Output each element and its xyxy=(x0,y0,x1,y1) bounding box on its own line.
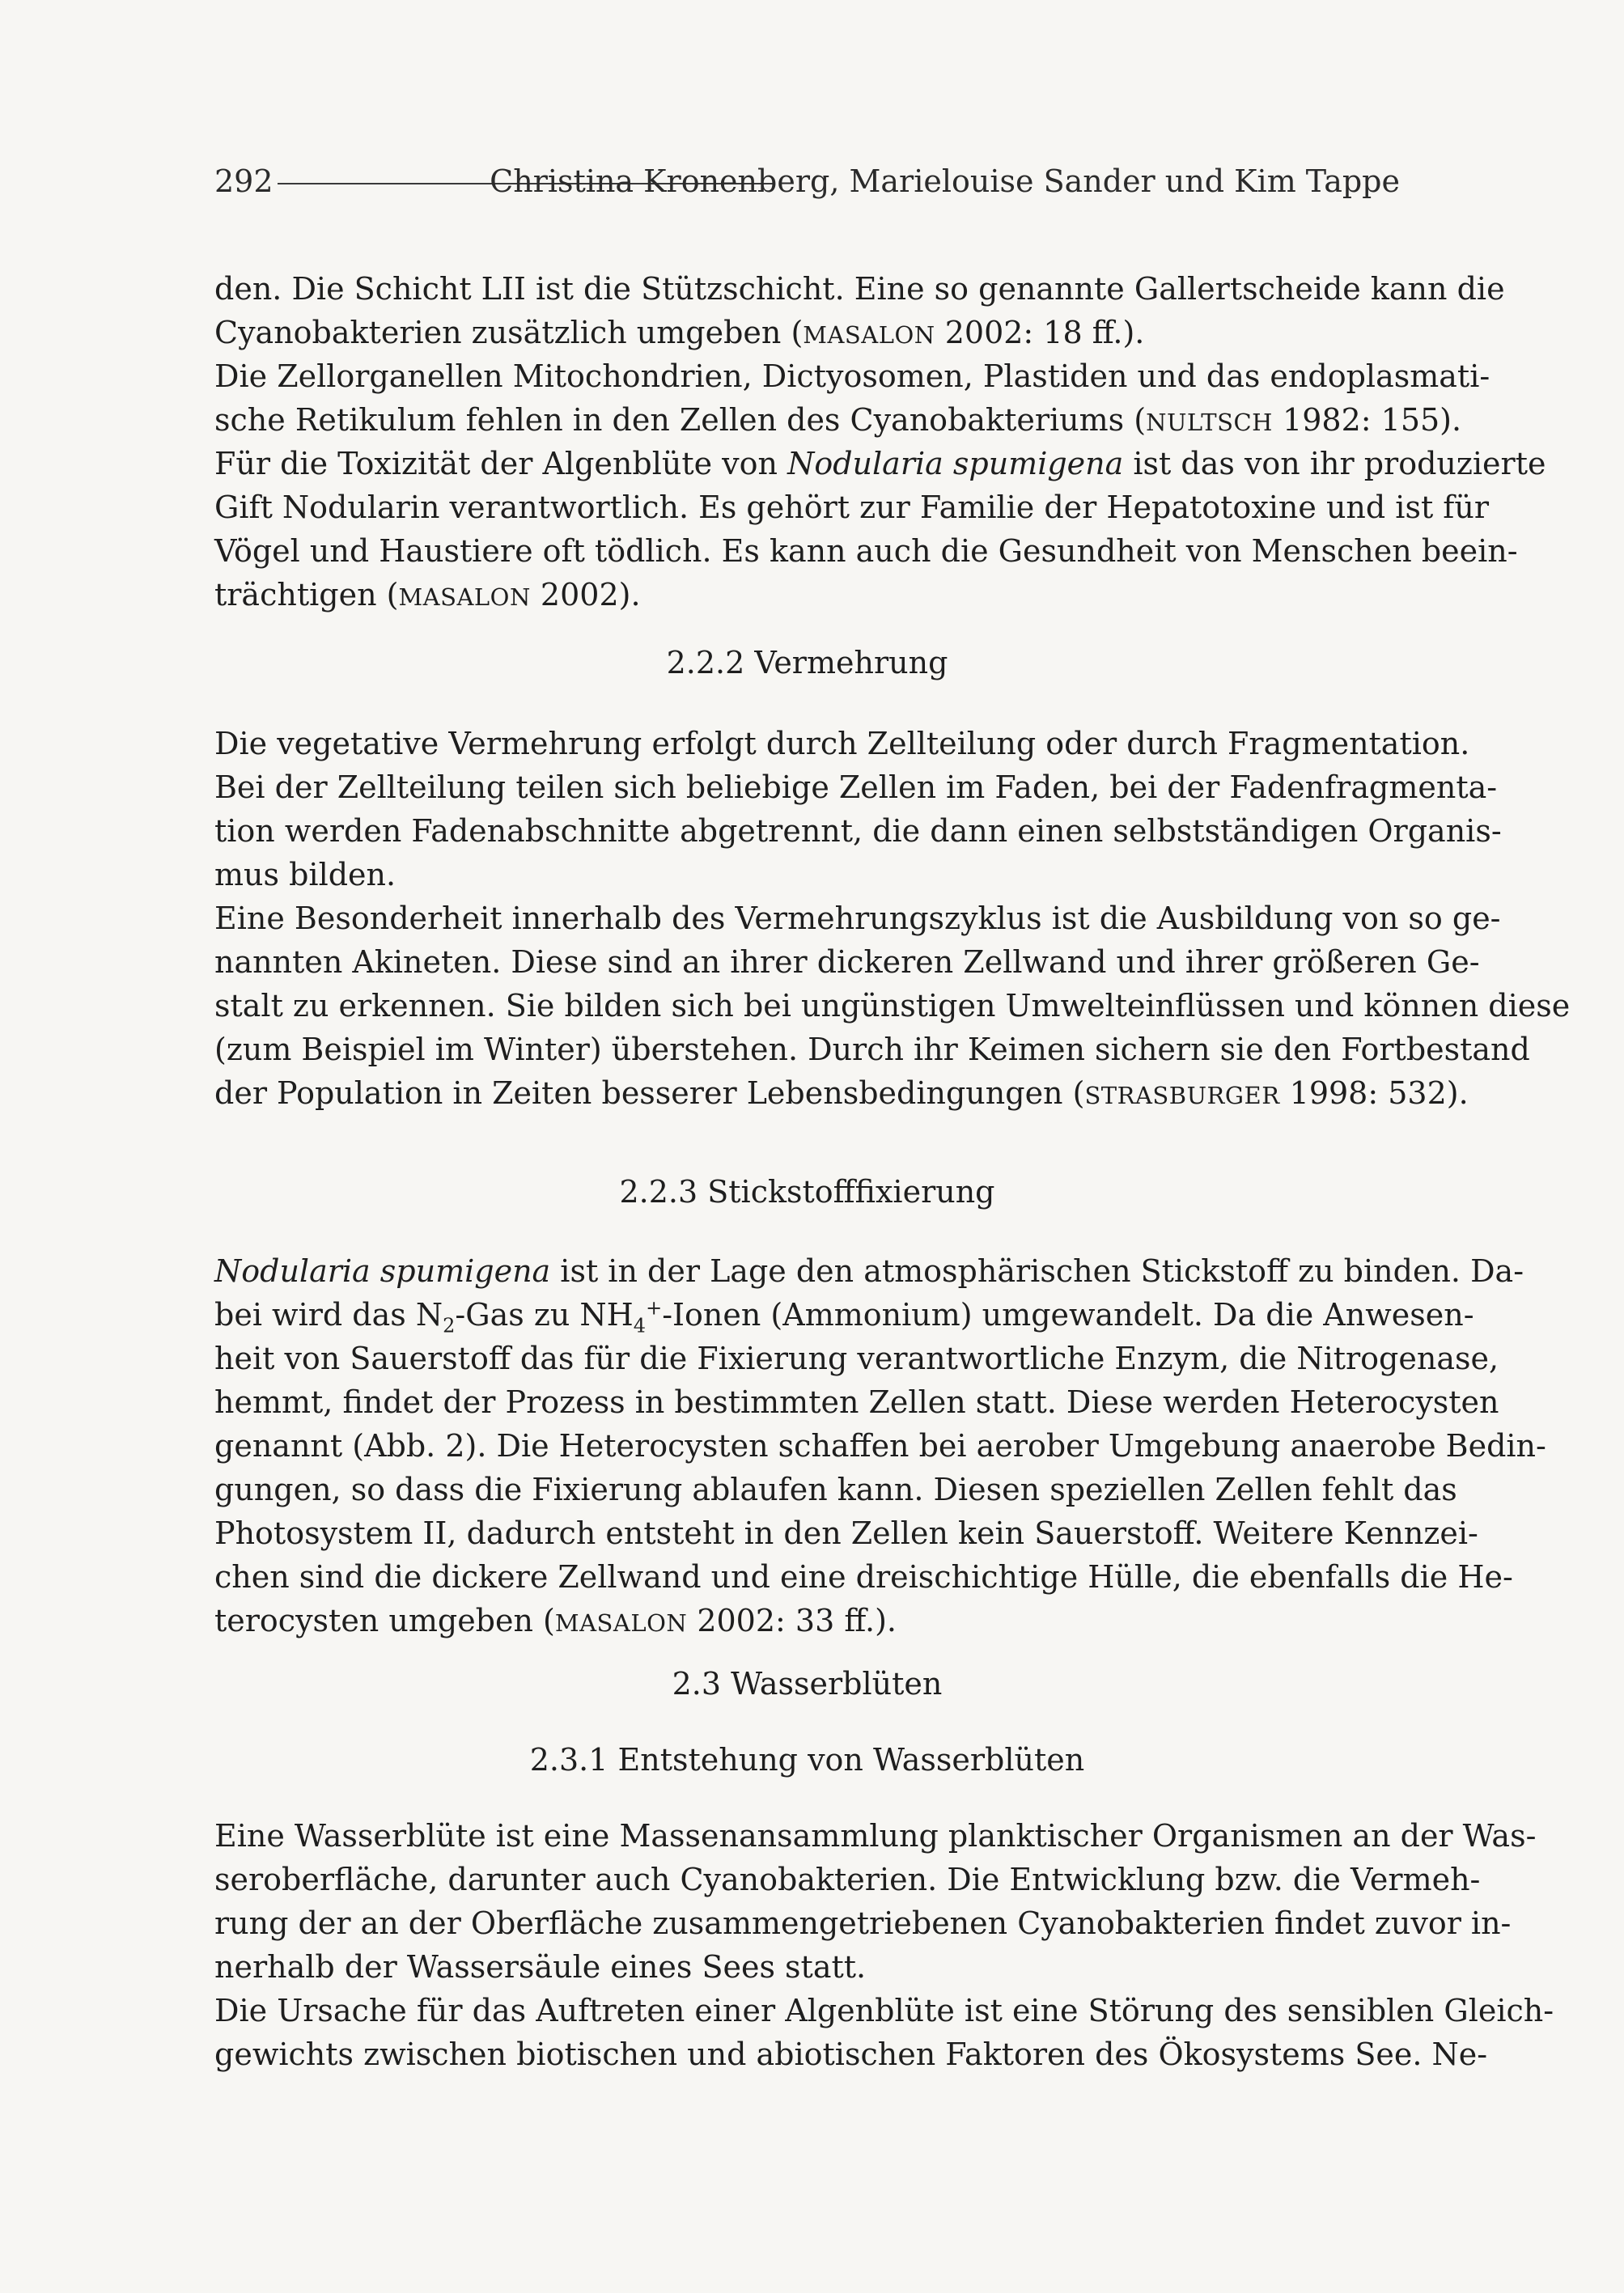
text-line: Eine Besonderheit innerhalb des Vermehrungszyklus ist die Ausbildung von so ge- xyxy=(214,901,1501,936)
text-line: der Population in Zeiten besserer Lebensbedingungen (STRASBURGER 1998: 532). xyxy=(214,1075,1469,1111)
text-line: Die Zellorganellen Mitochondrien, Dictyosomen, Plastiden und das endoplasmati- xyxy=(214,358,1490,394)
author-citation: MASALON xyxy=(398,583,531,611)
paragraph-1 xyxy=(214,267,1505,357)
text-line: seroberfläche, darunter auch Cyanobakterien. Die Entwicklung bzw. die Vermeh- xyxy=(214,1862,1481,1897)
text-line: gungen, so dass die Fixierung ablaufen kann. Diesen speziellen Zellen fehlt das xyxy=(214,1472,1457,1507)
text-line: Gift Nodularin verantwortlich. Es gehört zur Familie der Hepatotoxine und ist für xyxy=(214,490,1489,525)
text-line: heit von Sauerstoff das für die Fixierung verantwortliche Enzym, die Nitrogenase, xyxy=(214,1341,1499,1376)
text-line: mus bilden. xyxy=(214,857,396,892)
text-line: nannten Akineten. Diese sind an ihrer dickeren Zellwand und ihrer größeren Ge- xyxy=(214,944,1480,980)
text-line: rung der an der Oberfläche zusammengetriebenen Cyanobakterien findet zuvor in- xyxy=(214,1905,1512,1941)
text-line: chen sind die dickere Zellwand und eine dreischichtige Hülle, die ebenfalls die He- xyxy=(214,1559,1513,1595)
paragraph-6 xyxy=(214,1249,1546,1645)
section-heading-2-2-3: 2.2.3 Stickstofffixierung xyxy=(619,1174,995,1210)
text-line: terocysten umgeben (MASALON 2002: 33 ff.). xyxy=(214,1603,897,1638)
section-heading-2-2-2: 2.2.2 Vermehrung xyxy=(666,645,948,680)
text-line: Die Ursache für das Auftreten einer Algenblüte ist eine Störung des sensiblen Gleich- xyxy=(214,1993,1554,2028)
paragraph-2 xyxy=(214,354,1490,444)
paragraph-7 xyxy=(214,1814,1537,1989)
text-line: bei wird das $N_2$-Gas zu $NH_4^+$-Ionen (Ammonium) umgewandelt. Da die Anwesen- xyxy=(214,1296,1474,1337)
text-line: Bei der Zellteilung teilen sich beliebige Zellen im Faden, bei der Fadenfragmenta- xyxy=(214,769,1498,805)
author-citation: NULTSCH xyxy=(1146,409,1273,436)
text-line: Vögel und Haustiere oft tödlich. Es kann auch die Gesundheit von Menschen beein- xyxy=(214,533,1518,569)
text-line: stalt zu erkennen. Sie bilden sich bei ungünstigen Umwelteinflüssen und können diese xyxy=(214,988,1571,1024)
text-line: Nodularia spumigena ist in der Lage den atmosphärischen Stickstoff zu binden. Da- xyxy=(214,1253,1524,1289)
text-line: Für die Toxizität der Algenblüte von Nodularia spumigena ist das von ihr produzierte xyxy=(214,446,1546,481)
section-heading-2-3: 2.3 Wasserblüten xyxy=(672,1666,943,1702)
text-line: den. Die Schicht LII ist die Stützschicht. Eine so genannte Gallertscheide kann die xyxy=(214,271,1505,307)
text-line: Eine Wasserblüte ist eine Massenansammlung planktischer Organismen an der Was- xyxy=(214,1818,1537,1854)
text-line: genannt (Abb. 2). Die Heterocysten schaffen bei aerober Umgebung anaerobe Bedin- xyxy=(214,1428,1546,1464)
running-header xyxy=(214,163,1400,212)
text-line: trächtigen (MASALON 2002). xyxy=(214,577,641,612)
page-number: 292 xyxy=(214,163,273,199)
text-line: gewichts zwischen biotischen und abiotischen Faktoren des Ökosystems See. Ne- xyxy=(214,2037,1488,2072)
text-line: sche Retikulum fehlen in den Zellen des Cyanobakteriums (NULTSCH 1982: 155). xyxy=(214,402,1462,438)
text-line: tion werden Fadenabschnitte abgetrennt, die dann einen selbstständigen Organis- xyxy=(214,813,1502,849)
paragraph-8 xyxy=(214,1989,1554,2076)
text-line: nerhalb der Wassersäule eines Sees statt. xyxy=(214,1949,867,1985)
text-line: hemmt, findet der Prozess in bestimmten Zellen statt. Diese werden Heterocysten xyxy=(214,1384,1499,1420)
species-name: Nodularia spumigena xyxy=(787,446,1124,481)
running-title: Christina Kronenberg, Marielouise Sander und Kim Tappe xyxy=(490,163,1400,199)
species-name: Nodularia spumigena xyxy=(214,1253,551,1289)
text-line: Die vegetative Vermehrung erfolgt durch Zellteilung oder durch Fragmentation. xyxy=(214,726,1470,761)
paragraph-5 xyxy=(214,896,1571,1117)
section-heading-2-3-1: 2.3.1 Entstehung von Wasserblüten xyxy=(529,1742,1085,1778)
paragraph-4 xyxy=(214,722,1502,896)
author-citation: STRASBURGER xyxy=(1084,1082,1280,1109)
text-line: Photosystem II, dadurch entsteht in den Zellen kein Sauerstoff. Weitere Kennzei- xyxy=(214,1515,1478,1551)
paragraph-3 xyxy=(214,442,1546,619)
text-line: Cyanobakterien zusätzlich umgeben (MASALON 2002: 18 ff.). xyxy=(214,315,1145,350)
text-line: (zum Beispiel im Winter) überstehen. Durch ihr Keimen sichern sie den Fortbestand xyxy=(214,1032,1530,1067)
author-citation: MASALON xyxy=(554,1609,688,1637)
author-citation: MASALON xyxy=(803,321,935,349)
